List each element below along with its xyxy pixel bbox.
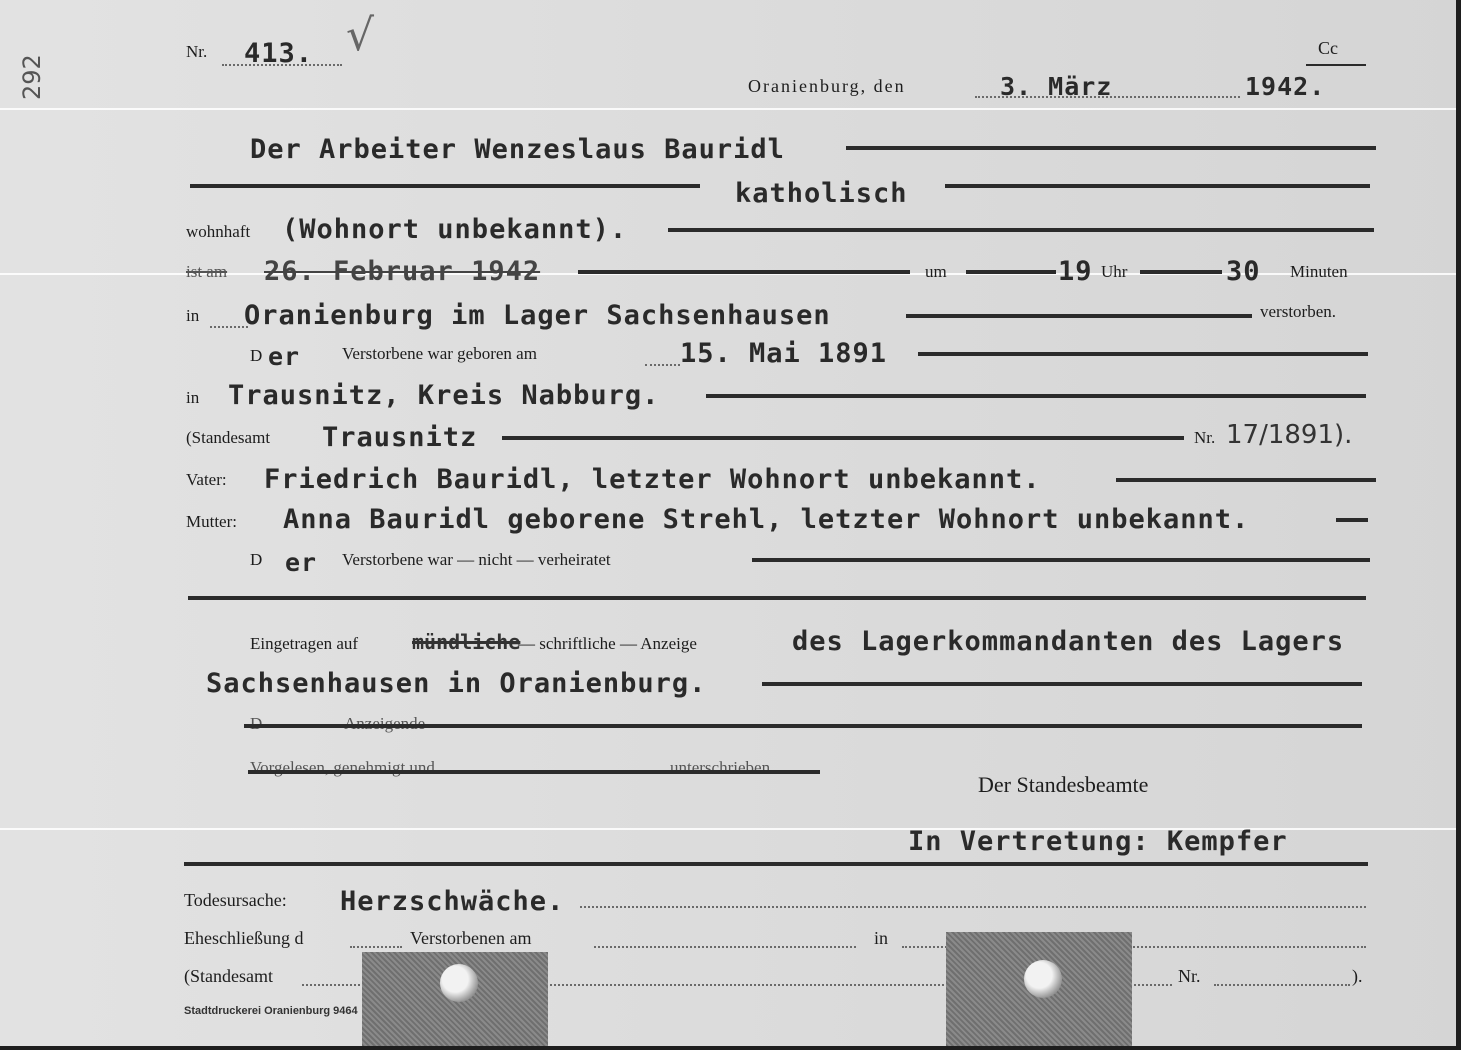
nr-label: Nr. — [1178, 966, 1201, 986]
punch-hole — [440, 964, 478, 1002]
died-label: ist am — [186, 262, 228, 281]
todesursache-value: Herzschwäche. — [340, 886, 565, 917]
rule — [190, 184, 700, 188]
standesbeamte-label: Der Standesbeamte — [978, 772, 1149, 797]
vater-label: Vater: — [186, 470, 227, 489]
standesamt-label: (Standesamt — [184, 966, 273, 986]
death-place: Oranienburg im Lager Sachsenhausen — [244, 300, 831, 331]
married-er: er — [285, 548, 318, 577]
paper-crease — [0, 108, 1456, 110]
margin-pencil-note: 292 — [18, 54, 46, 100]
rule — [502, 436, 1184, 440]
verstorbenen-label: Verstorbenen am — [410, 928, 532, 948]
married-d: D — [250, 550, 263, 569]
born-er: er — [268, 342, 301, 371]
mutter-value: Anna Bauridl geborene Strehl, letzter Wohnort unbekannt. — [283, 504, 1250, 535]
rule — [752, 558, 1370, 562]
standesamt-value: Trausnitz — [322, 422, 478, 453]
standesamt-label: (Standesamt — [186, 428, 271, 447]
minuten-label: Minuten — [1290, 262, 1348, 281]
rule — [706, 394, 1366, 398]
dotted-fill — [1214, 984, 1350, 986]
dotted-fill — [350, 946, 402, 948]
close-paren: ). — [1352, 966, 1363, 986]
rule — [188, 596, 1366, 600]
eingetragen-label: Eingetragen auf — [250, 634, 359, 653]
verstorben-label: verstorben. — [1260, 302, 1337, 321]
rule — [578, 270, 910, 274]
um-label: um — [925, 262, 947, 281]
death-date: 26. Februar 1942 — [264, 256, 541, 287]
strike-rule — [244, 724, 1362, 728]
anzeige-value-1: des Lagerkommandanten des Lagers — [792, 626, 1345, 657]
dotted-fill — [210, 326, 248, 328]
record-number-value: 413. — [244, 38, 314, 69]
register-nr-label: Nr. — [1194, 428, 1216, 447]
anzeigende-label: Anzeigende — [344, 714, 426, 733]
ehe-label: Eheschließung d — [184, 928, 304, 948]
rule — [1116, 478, 1376, 482]
rule — [945, 184, 1370, 188]
mutter-label: Mutter: — [186, 512, 237, 531]
dotted-fill — [580, 906, 1366, 908]
in-label: in — [186, 306, 200, 325]
anzeigende-d: D — [250, 714, 263, 733]
rule — [1306, 64, 1366, 66]
rule — [918, 352, 1368, 356]
death-hour: 19 — [1058, 256, 1093, 287]
dotted-fill — [594, 946, 856, 948]
in-label: in — [874, 928, 889, 948]
rule — [184, 862, 1368, 866]
printer-label: Stadtdruckerei Oranienburg 9464 — [184, 1005, 358, 1017]
register-nr-value: 17/1891). — [1226, 420, 1353, 450]
check-mark-icon: √ — [346, 10, 375, 61]
married-label: Verstorbene war — nicht — verheiratet — [342, 550, 611, 569]
rule — [1140, 270, 1222, 274]
todesursache-label: Todesursache: — [184, 890, 287, 910]
uhr-label: Uhr — [1101, 262, 1128, 281]
muendliche-struck: mündliche — [412, 630, 521, 654]
born-label: Verstorbene war geboren am — [342, 344, 537, 363]
birth-place: Trausnitz, Kreis Nabburg. — [228, 380, 660, 411]
rule — [1336, 518, 1368, 522]
rule — [846, 146, 1376, 150]
strike-rule — [248, 770, 820, 774]
schriftliche-label: — schriftliche — Anzeige — [518, 634, 697, 653]
dotted-fill — [645, 364, 680, 366]
deceased-name: Der Arbeiter Wenzeslaus Bauridl — [250, 134, 785, 165]
registration-date: 3. März — [1000, 72, 1113, 101]
death-minute: 30 — [1226, 256, 1261, 287]
born-d: D — [250, 346, 263, 365]
residence-value: (Wohnort unbekannt). — [282, 214, 628, 245]
rule — [906, 314, 1252, 318]
registration-year: 1942. — [1245, 72, 1326, 101]
rule — [966, 270, 1056, 274]
in-label: in — [186, 388, 200, 407]
residence-label: wohnhaft — [186, 222, 251, 241]
rule — [668, 228, 1374, 232]
vorgelesen-label: Vorgelesen, genehmigt und — [250, 758, 435, 777]
birth-date: 15. Mai 1891 — [680, 338, 888, 369]
punch-hole — [1024, 960, 1062, 998]
anzeige-value-2: Sachsenhausen in Oranienburg. — [206, 668, 707, 699]
signature-value: In Vertretung: Kempfer — [908, 826, 1288, 857]
unterschrieben-label: unterschrieben — [670, 758, 771, 777]
cc-mark: Cc — [1318, 38, 1338, 58]
place-label: Oranienburg, den — [748, 76, 906, 96]
rule — [762, 682, 1362, 686]
record-number-label: Nr. — [186, 42, 208, 61]
religion-value: katholisch — [735, 178, 908, 209]
vater-value: Friedrich Bauridl, letzter Wohnort unbekannt. — [264, 464, 1041, 495]
